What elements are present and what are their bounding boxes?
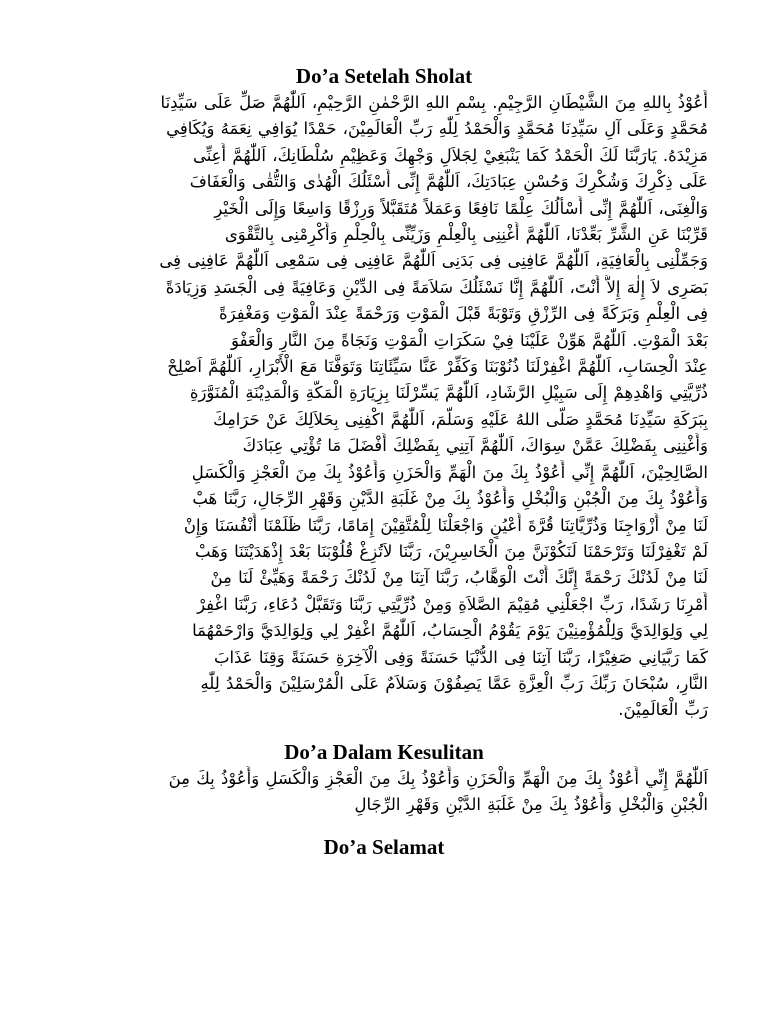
arabic-text-line: اَللّٰهُمَّ إِنِّي أَعُوْذُ بِكَ مِنَ الْهَمِّ وَالْحَزَنِ وَأَعُوْذُ بِكَ مِنَ الْعَجْزِ وَالْكَسَلِ وَأَعُوْذُ بِكَ مِنَ (168, 768, 708, 788)
arabic-text-line: عِنْدَ الْحِسَابِ، اَللّٰهُمَّ اغْفِرْلَنَا ذُنُوْبَنَا وَكَفِّرْ عَنَّا سَيِّئَاتِنَا وَتَوَفَّنَا مَعَ الْأَبْرَارِ، اَللّٰهُمَّ اَصْلِحْ (167, 357, 708, 377)
arabic-text-line: وَأَعُوْذُ بِكَ مِنَ الْجُبْنِ وَالْبُخْلِ وَأَعُوْذُ بِكَ مِنْ غَلَبَةِ الدَّيْنِ وَقَهْرِ الرِّجَالِ، رَبَّنَا هَبْ (192, 489, 708, 509)
arabic-text-line: أَمْرِنَا رَشَدًا، رَبِّ اجْعَلْنِي مُقِيْمَ الصَّلاَةِ وَمِنْ ذُرِّيَّتِي رَبَّنَا وَتَقَبَّلْ دُعَاءِ، رَبَّنَا اغْفِرْ (197, 594, 708, 614)
arabic-text-line: لَنَا مِنْ لَدُنْكَ رَحْمَةً إِنَّكَ أَنْتَ الْوَهَّابُ، رَبَّنَا آتِنَا مِنْ لَدُنْكَ رَحْمَةً وَهَيِّئْ لَنَا مِنْ (210, 568, 708, 588)
arabic-text-line: لِي وَلِوَالِدَيَّ وَلِلْمُؤْمِنِيْنَ يَوْمَ يَقُوْمُ الْحِسَابُ، اَللّٰهُمَّ اغْفِرْ لِي وَلِوَالِدَيَّ وَارْحَمْهُمَا (192, 621, 708, 641)
arabic-text-line: كَمَا رَبَّيَانِي صَغِيْرًا، رَبَّنَا آتِنَا فِى الدُّنْيَا حَسَنَةً وَفِى الْآخِرَةِ حَسَنَةً وَقِنَا عَذَابَ (213, 647, 708, 667)
arabic-text-line: لَمْ تَغْفِرْلَنَا وَتَرْحَمْنَا لَنَكُوْنَنَّ مِنَ الْخَاسِرِيْنَ، رَبَّنَا لاَتُزِغْ قُلُوْبَنَا بَعْدَ إِذْهَدَيْتَنَا وَهَبْ (195, 541, 708, 561)
arabic-text-line: الصَّالِحِيْنَ، اَللّٰهُمَّ إِنِّي أَعُوْذُ بِكَ مِنَ الْهَمِّ وَالْحَزَنِ وَأَعُوْذُ بِكَ مِنَ الْعَجْزِ وَالْكَسَلِ (191, 462, 708, 482)
arabic-text-line: النَّارِ، سُبْحَانَ رَبِّكَ رَبِّ الْعِزَّةِ عَمَّا يَصِفُوْنَ وَسَلاَمٌ عَلَى الْمُرْسَلِيْنَ وَالْحَمْدُ لِلّٰهِ (200, 673, 708, 693)
arabic-text-line: الْجُبْنِ وَالْبُخْلِ وَأَعُوْذُ بِكَ مِنْ غَلَبَةِ الدَّيْنِ وَقَهْرِ الرِّجَالِ (354, 795, 708, 815)
arabic-text-line: لَنَا مِنْ أَزْوَاجِنَا وَذُرِّيَّاتِنَا قُرَّةَ أَعْيُنٍ وَاجْعَلْنَا لِلْمُتَّقِيْنَ إِمَامًا، رَبَّنَا ظَلَمْنَا أَنْفُسَنَا وَإِنْ (183, 515, 708, 535)
arabic-text-line: رَبِّ الْعَالَمِيْنَ. (618, 700, 708, 720)
arabic-text-line: مَزِيْدَهُ. يَارَبَّنَا لَكَ الْحَمْدُ كَمَا يَنْبَغِيْ لِجَلاَلِ وَجْهِكَ وَعَظِيْمِ سُلْطَانِكَ، اَللّٰهُمَّ أَعِنِّى (192, 145, 708, 165)
section-body-doa-dalam-kesulitan (60, 766, 708, 819)
arabic-text-line: بَصَرِى لاَ إِلٰهَ إِلاَّ أَنْتَ، اَللّٰهُمَّ إِنَّا نَسْئَلُكَ سَلاَمَةً فِى الدِّيْنِ وَعَافِيَةً فِى الْجَسَدِ وَزِيَادَةً (165, 277, 708, 297)
arabic-text-line: قَرِّبْنَا عَنِ الشَّرِّ بَعِّدْنَا، اَللّٰهُمَّ أَغْنِنِى بِالْعِلْمِ وَزَيِّنِّى بِالْحِلْمِ وَأَكْرِمْنِى بِالتَّقْوَى (224, 225, 708, 245)
arabic-text-line: مُحَمَّدٍ وَعَلَى آلِ سَيِّدِنَا مُحَمَّدٍ وَالْحَمْدُ لِلّٰهِ رَبِّ الْعَالَمِيْنَ، حَمْدًا يُوَافِي نِعَمَهُ وَيُكَافِي (166, 119, 708, 139)
section-title-doa-selamat: Do’a Selamat (323, 834, 445, 859)
arabic-text-line: ذُرِّيَّتِي وَاهْدِهِمْ إِلَى سَبِيْلِ الرَّشَادِ، اَللّٰهُمَّ يَسِّرْلَنَا بِزِيَارَةِ الْمَكَّةِ وَالْمَدِيْنَةِ الْمُنَوَّرَةِ (189, 383, 708, 403)
section-title-doa-dalam-kesulitan: Do’a Dalam Kesulitan (284, 739, 484, 764)
arabic-text-line: بِبَرَكَةِ سَيِّدِنَا مُحَمَّدٍ صَلَّى اللهُ عَلَيْهِ وَسَلَّمَ، اَللّٰهُمَّ اكْفِنِى بِحَلاَلِكَ عَنْ حَرَامِكَ (213, 409, 708, 429)
arabic-text-line: عَلَى ذِكْرِكَ وَشُكْرِكَ وَحُسْنِ عِبَادَتِكَ، اَللّٰهُمَّ إِنِّى أَسْئَلُكَ الْهُدٰى وَالتُّقٰى وَالْعَفَافَ (189, 172, 708, 192)
arabic-text-line: بَعْدَ الْمَوْتِ. اَللّٰهُمَّ هَوِّنْ عَلَيْنَا فِيْ سَكَرَاتِ الْمَوْتِ وَنَجَاةً مِنَ النَّارِ وَالْعَفْوَ (231, 330, 708, 350)
document-page (60, 62, 708, 861)
arabic-text-line: فِى الْعِلْمِ وَبَرَكَةً فِى الرِّزْقِ وَتَوْبَةً قَبْلَ الْمَوْتِ وَرَحْمَةً عِنْدَ الْمَوْتِ وَمَغْفِرَةً (218, 304, 708, 324)
arabic-text-line: أَعُوْذُ بِاللهِ مِنَ الشَّيْطَانِ الرَّجِيْمِ. بِسْمِ اللهِ الرَّحْمٰنِ الرَّحِيْمِ، اَللّٰهُمَّ صَلِّ عَلَى سَيِّدِنَا (160, 93, 708, 112)
arabic-text-line: وَجَمِّلْنِى بِالْعَافِيَةِ، اَللّٰهُمَّ عَافِنِى فِى بَدَنِى اَللّٰهُمَّ عَافِنِى فِى سَمْعِى اَللّٰهُمَّ عَافِنِى فِى (159, 251, 708, 271)
section-title-doa-setelah-sholat: Do’a Setelah Sholat (295, 64, 473, 88)
arabic-text-line: وَأَغْنِنِى بِفَضْلِكَ عَمَّنْ سِوَاكَ، اَللّٰهُمَّ آتِنِي بِفَضْلِكَ أَفْضَلَ مَا تُؤْتِي عِبَادَكَ (242, 436, 708, 456)
arabic-text-line: وَالْغِنَى، اَللّٰهُمَّ إِنِّى أَسْأَلُكَ عِلْمًا نَافِعًا وَعَمَلاً مُتَقَبَّلاً وَرِزْقًا وَاسِعًا وَإِلَى الْخَيْرِ (214, 198, 708, 218)
section-body-doa-setelah-sholat (60, 90, 708, 724)
